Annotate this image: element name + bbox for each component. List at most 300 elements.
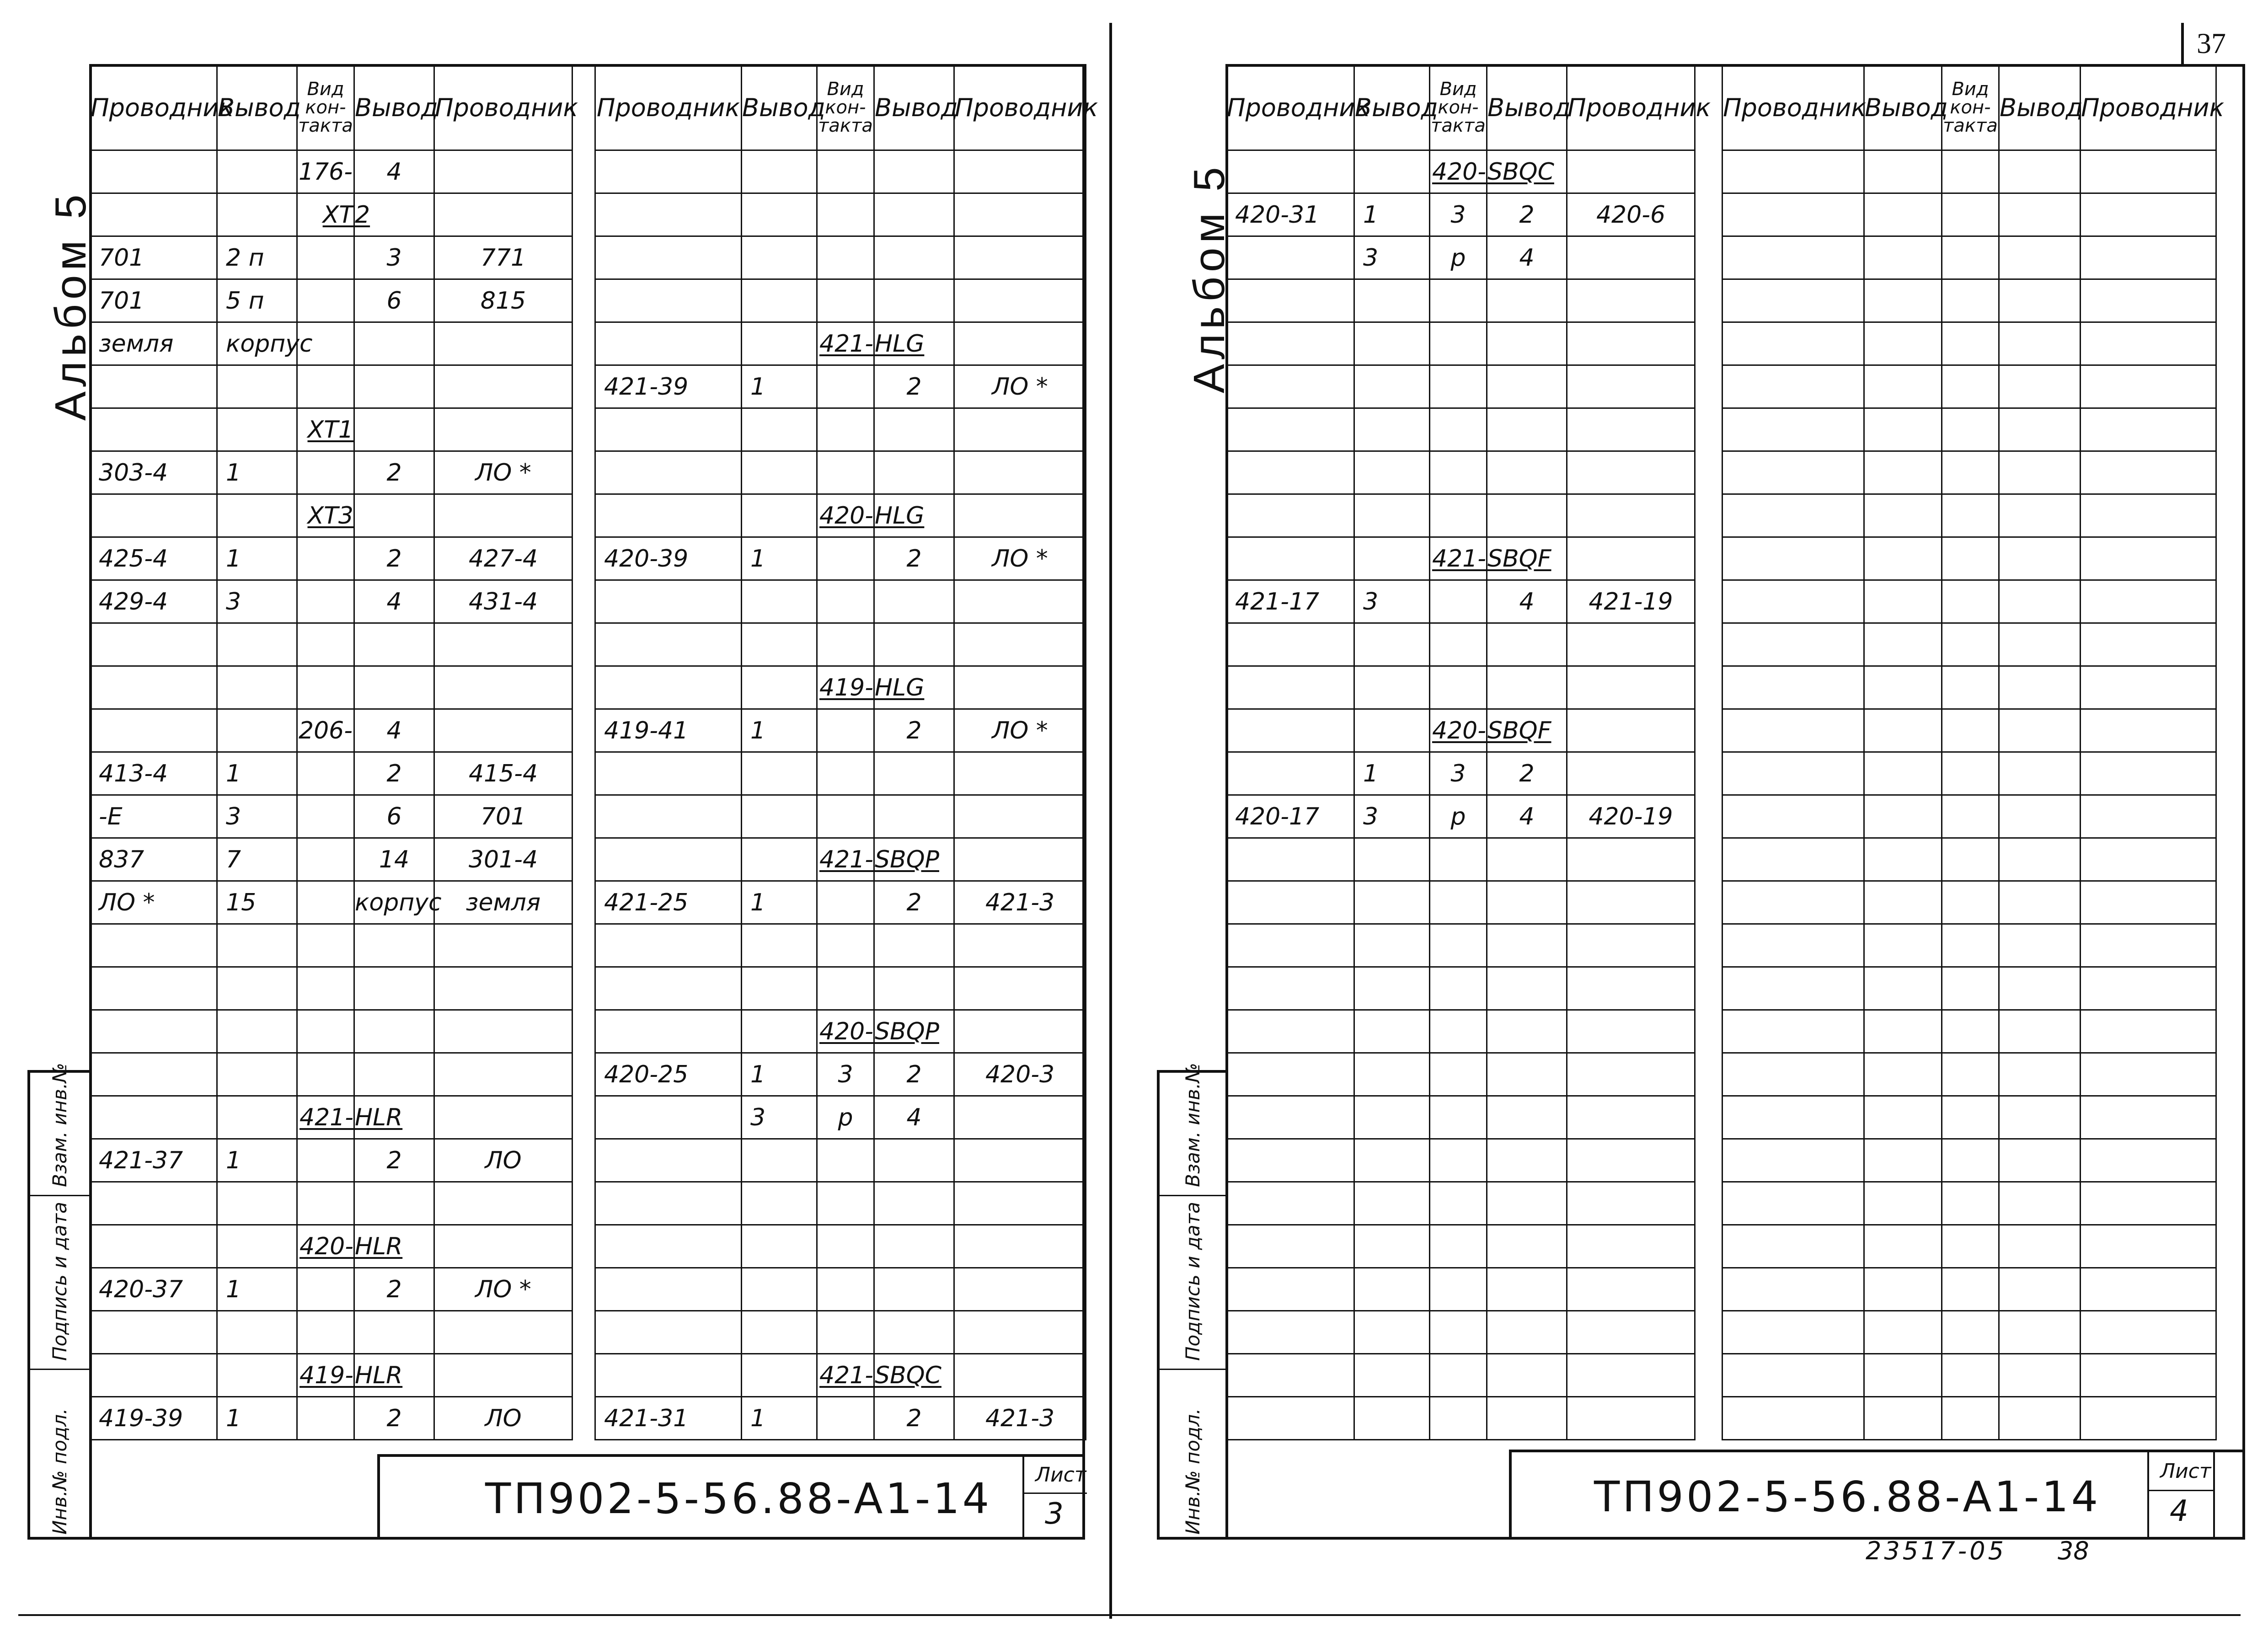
table-cell	[2081, 1354, 2216, 1397]
table-row	[595, 752, 1086, 795]
table-cell	[595, 1311, 742, 1354]
table-cell	[2081, 1053, 2216, 1096]
table-cell: 1	[217, 537, 297, 580]
table-cell	[2081, 1139, 2216, 1182]
table-cell	[1999, 537, 2081, 580]
table-cell	[1487, 1225, 1567, 1268]
wiring-table-left-a	[89, 64, 578, 1440]
table-cell	[817, 967, 874, 1010]
table-cell	[1430, 1354, 1487, 1397]
table-cell	[954, 1354, 1086, 1397]
table-cell	[874, 1225, 954, 1268]
table-cell	[1487, 881, 1567, 924]
center-divider	[1109, 23, 1112, 1619]
table-cell	[1864, 451, 1942, 494]
table-cell	[595, 1139, 742, 1182]
table-row	[1226, 709, 1695, 752]
table-cell	[595, 838, 742, 881]
table-cell	[297, 1053, 354, 1096]
header-terminal: Вывод	[1354, 65, 1430, 150]
table-cell	[1864, 795, 1942, 838]
left-side-stamp	[27, 1063, 92, 1540]
table-cell	[1430, 1268, 1487, 1311]
table-cell	[1354, 1311, 1430, 1354]
table-cell	[1999, 150, 2081, 193]
table-cell	[217, 967, 297, 1010]
page-corner-number-box	[2181, 23, 2245, 67]
table-cell	[217, 150, 297, 193]
table-cell: 301-4	[434, 838, 572, 881]
table-row	[90, 279, 572, 322]
table-cell	[354, 1311, 434, 1354]
table-cell	[1567, 322, 1695, 365]
table-cell	[1942, 494, 1999, 537]
table-cell	[1864, 924, 1942, 967]
table-cell: 771	[434, 236, 572, 279]
table-cell: 420-	[1430, 709, 1487, 752]
table-cell	[1999, 193, 2081, 236]
table-row	[90, 838, 572, 881]
table-cell	[954, 1225, 1086, 1268]
table-cell	[1999, 1268, 2081, 1311]
table-cell	[954, 580, 1086, 623]
table-cell: 2	[874, 881, 954, 924]
table-cell	[1430, 1053, 1487, 1096]
table-cell	[742, 1268, 817, 1311]
table-cell	[1226, 494, 1354, 537]
table-row	[90, 1354, 572, 1397]
table-cell	[1942, 150, 1999, 193]
table-cell	[2081, 1010, 2216, 1053]
table-cell	[90, 924, 217, 967]
table-cell	[742, 1311, 817, 1354]
table-cell	[1722, 537, 1864, 580]
table-row	[595, 580, 1086, 623]
table-cell: 2	[1487, 752, 1567, 795]
table-cell	[1430, 838, 1487, 881]
table-cell	[1430, 666, 1487, 709]
table-cell: 415-4	[434, 752, 572, 795]
table-row	[1722, 1139, 2216, 1182]
table-row	[1722, 193, 2216, 236]
table-cell: 420-	[817, 494, 874, 537]
table-cell	[297, 537, 354, 580]
table-row	[90, 1225, 572, 1268]
table-row	[1226, 924, 1695, 967]
table-cell	[954, 924, 1086, 967]
table-cell: 5 п	[217, 279, 297, 322]
table-cell	[1487, 1354, 1567, 1397]
table-cell	[742, 1010, 817, 1053]
table-cell	[297, 752, 354, 795]
table-cell: 303-4	[90, 451, 217, 494]
table-row	[595, 1053, 1086, 1096]
table-cell	[595, 408, 742, 451]
table-cell	[1864, 881, 1942, 924]
table-row	[1226, 1182, 1695, 1225]
table-cell	[742, 1225, 817, 1268]
table-cell	[297, 1139, 354, 1182]
table-row	[1226, 150, 1695, 193]
table-cell	[434, 1096, 572, 1139]
table-cell: 421-17	[1226, 580, 1354, 623]
table-cell: 701	[90, 236, 217, 279]
table-cell	[1942, 537, 1999, 580]
table-cell	[1430, 494, 1487, 537]
side-label-podpis: Подпись и дата	[1182, 1202, 1204, 1361]
table-cell	[1942, 236, 1999, 279]
table-cell	[817, 924, 874, 967]
table-cell	[954, 1139, 1086, 1182]
table-row	[90, 1311, 572, 1354]
table-cell	[297, 924, 354, 967]
side-label-inv: Инв.№ подл.	[1182, 1408, 1204, 1535]
table-cell	[817, 752, 874, 795]
table-cell: 2	[874, 537, 954, 580]
header-conductor: Проводник	[1722, 65, 1864, 150]
table-row	[90, 537, 572, 580]
table-cell: ЛО *	[434, 1268, 572, 1311]
table-cell	[2081, 795, 2216, 838]
table-row	[1226, 408, 1695, 451]
table-cell	[1567, 967, 1695, 1010]
table-cell	[217, 365, 297, 408]
header-conductor: Проводник	[1567, 65, 1695, 150]
table-cell: 427-4	[434, 537, 572, 580]
table-cell: 4	[354, 580, 434, 623]
table-row	[1226, 322, 1695, 365]
table-cell	[954, 279, 1086, 322]
table-cell	[2081, 279, 2216, 322]
table-cell	[1567, 666, 1695, 709]
table-cell	[1942, 666, 1999, 709]
table-cell	[1354, 1096, 1430, 1139]
table-cell: 419-	[297, 1354, 354, 1397]
table-row	[595, 193, 1086, 236]
table-cell	[1942, 365, 1999, 408]
table-cell	[1864, 1053, 1942, 1096]
table-cell: 2	[354, 1139, 434, 1182]
table-row	[595, 1139, 1086, 1182]
table-cell: 3	[217, 795, 297, 838]
table-cell	[1942, 1182, 1999, 1225]
table-cell	[742, 322, 817, 365]
table-cell: SBQP	[874, 1010, 954, 1053]
table-cell: 2	[1487, 193, 1567, 236]
table-cell	[90, 967, 217, 1010]
table-cell: 1	[742, 1397, 817, 1440]
table-cell	[1722, 494, 1864, 537]
table-cell	[1722, 752, 1864, 795]
table-cell	[1430, 1397, 1487, 1440]
table-cell	[1226, 838, 1354, 881]
table-cell	[817, 451, 874, 494]
table-row	[90, 1139, 572, 1182]
table-cell	[1487, 1139, 1567, 1182]
table-cell	[817, 1397, 874, 1440]
table-cell: 2	[874, 365, 954, 408]
table-cell	[1999, 322, 2081, 365]
table-cell	[434, 1354, 572, 1397]
table-cell	[354, 408, 434, 451]
table-cell: 3	[742, 1096, 817, 1139]
table-cell: 420-3	[954, 1053, 1086, 1096]
table-cell	[1430, 1139, 1487, 1182]
table-cell	[1487, 1268, 1567, 1311]
table-cell	[1226, 537, 1354, 580]
table-cell	[1864, 193, 1942, 236]
table-cell	[2081, 967, 2216, 1010]
wiring-table-left-b	[594, 64, 1098, 1440]
table-cell	[1942, 881, 1999, 924]
table-row	[595, 1311, 1086, 1354]
table-cell	[1999, 1182, 2081, 1225]
table-row	[90, 709, 572, 752]
table-cell	[1354, 408, 1430, 451]
table-cell	[1864, 666, 1942, 709]
table-cell	[90, 193, 217, 236]
table-cell	[817, 1139, 874, 1182]
table-cell: 425-4	[90, 537, 217, 580]
table-cell	[954, 1010, 1086, 1053]
table-cell: -Е	[90, 795, 217, 838]
table-cell	[742, 795, 817, 838]
table-cell	[595, 193, 742, 236]
bottom-line	[18, 1614, 2241, 1616]
table-cell	[817, 236, 874, 279]
table-cell	[1567, 451, 1695, 494]
table-row	[90, 1397, 572, 1440]
table-cell	[1567, 1311, 1695, 1354]
table-row	[1226, 1311, 1695, 1354]
table-cell	[954, 494, 1086, 537]
table-cell	[1567, 1397, 1695, 1440]
table-cell: 3	[217, 580, 297, 623]
table-row	[90, 881, 572, 924]
table-cell	[2081, 623, 2216, 666]
table-row	[1722, 451, 2216, 494]
table-cell	[1487, 924, 1567, 967]
table-cell	[1864, 967, 1942, 1010]
table-cell	[1999, 279, 2081, 322]
table-cell	[1942, 1354, 1999, 1397]
table-cell	[1567, 1268, 1695, 1311]
table-cell	[817, 193, 874, 236]
table-cell	[817, 1268, 874, 1311]
table-cell	[1567, 150, 1695, 193]
table-cell	[1722, 279, 1864, 322]
table-cell	[742, 150, 817, 193]
page-corner-number: 37	[2197, 27, 2226, 59]
table-cell	[354, 1010, 434, 1053]
header-conductor: Проводник	[90, 65, 217, 150]
table-cell	[1430, 1096, 1487, 1139]
table-cell	[1864, 279, 1942, 322]
table-cell: XT3	[297, 494, 354, 537]
table-row	[595, 365, 1086, 408]
table-row	[1722, 1010, 2216, 1053]
table-cell	[1226, 1182, 1354, 1225]
table-cell	[1354, 1397, 1430, 1440]
table-cell	[595, 1182, 742, 1225]
table-cell	[1722, 709, 1864, 752]
table-cell	[1354, 924, 1430, 967]
table-cell	[954, 752, 1086, 795]
table-cell	[2081, 1311, 2216, 1354]
table-row	[90, 580, 572, 623]
table-row	[1722, 967, 2216, 1010]
table-cell	[1999, 1096, 2081, 1139]
table-cell	[1722, 580, 1864, 623]
table-cell	[1354, 1053, 1430, 1096]
table-cell	[1999, 1397, 2081, 1440]
table-cell	[1487, 1010, 1567, 1053]
table-cell	[297, 623, 354, 666]
table-cell: HLR	[354, 1354, 434, 1397]
table-row	[1722, 881, 2216, 924]
header-terminal: Вывод	[1487, 65, 1567, 150]
table-cell	[90, 1354, 217, 1397]
table-cell: 2	[874, 709, 954, 752]
table-cell	[217, 1053, 297, 1096]
table-cell	[1567, 1225, 1695, 1268]
table-row	[90, 236, 572, 279]
table-cell	[434, 150, 572, 193]
table-row	[1722, 623, 2216, 666]
table-cell	[2081, 580, 2216, 623]
table-cell	[1354, 365, 1430, 408]
sheet-label-left: Лист	[1035, 1463, 1086, 1487]
table-cell: 421-25	[595, 881, 742, 924]
table-cell: 421-19	[1567, 580, 1695, 623]
table-cell	[1864, 752, 1942, 795]
header-contact-type: Вид кон- такта	[297, 65, 354, 150]
table-cell	[817, 709, 874, 752]
table-cell	[2081, 1268, 2216, 1311]
table-cell: SBQP	[874, 838, 954, 881]
table-row	[1226, 451, 1695, 494]
table-row	[90, 924, 572, 967]
table-cell	[1864, 494, 1942, 537]
table-cell	[297, 1182, 354, 1225]
table-cell	[1226, 709, 1354, 752]
table-cell: 421-	[1430, 537, 1487, 580]
table-cell	[954, 451, 1086, 494]
table-row	[90, 1010, 572, 1053]
table-cell	[1999, 752, 2081, 795]
table-cell	[1722, 1182, 1864, 1225]
table-cell	[954, 193, 1086, 236]
table-cell	[1430, 967, 1487, 1010]
table-cell	[1864, 365, 1942, 408]
table-cell	[297, 1311, 354, 1354]
table-cell	[354, 666, 434, 709]
table-cell	[1226, 408, 1354, 451]
table-cell	[1354, 279, 1430, 322]
table-cell: 1	[217, 752, 297, 795]
side-label-vzam: Взам. инв.№	[1182, 1063, 1204, 1187]
table-row	[90, 408, 572, 451]
table-cell	[1354, 1268, 1430, 1311]
table-cell: 420-17	[1226, 795, 1354, 838]
table-cell: 4	[1487, 236, 1567, 279]
table-row	[1722, 1053, 2216, 1096]
table-cell	[354, 967, 434, 1010]
table-cell	[1942, 1053, 1999, 1096]
table-cell	[595, 752, 742, 795]
table-row	[1722, 666, 2216, 709]
table-cell	[90, 666, 217, 709]
table-cell	[1487, 1397, 1567, 1440]
table-row	[90, 967, 572, 1010]
table-cell	[354, 494, 434, 537]
title-block-right	[1509, 1450, 2245, 1540]
table-cell	[1722, 408, 1864, 451]
table-cell	[1226, 365, 1354, 408]
table-cell	[595, 580, 742, 623]
table-cell: 6	[354, 279, 434, 322]
table-cell	[297, 881, 354, 924]
table-cell	[217, 924, 297, 967]
table-cell	[595, 1354, 742, 1397]
header-contact-type: Вид кон- такта	[1942, 65, 1999, 150]
table-cell	[1942, 709, 1999, 752]
table-cell: 3	[1430, 193, 1487, 236]
table-cell	[1567, 924, 1695, 967]
table-row	[595, 322, 1086, 365]
table-row	[1722, 924, 2216, 967]
table-cell	[742, 279, 817, 322]
table-cell	[1864, 838, 1942, 881]
table-cell	[1722, 451, 1864, 494]
table-cell	[874, 580, 954, 623]
table-cell: р	[817, 1096, 874, 1139]
table-cell	[1567, 279, 1695, 322]
table-cell	[817, 795, 874, 838]
side-label-podpis: Подпись и дата	[48, 1202, 71, 1361]
table-cell	[1226, 1053, 1354, 1096]
table-cell	[1864, 623, 1942, 666]
table-cell	[90, 408, 217, 451]
table-cell	[1487, 1182, 1567, 1225]
table-cell	[1722, 924, 1864, 967]
table-row	[595, 451, 1086, 494]
table-cell	[1722, 1225, 1864, 1268]
table-cell: 2	[354, 1397, 434, 1440]
table-row	[1226, 838, 1695, 881]
table-cell: ЛО *	[90, 881, 217, 924]
table-cell	[1226, 924, 1354, 967]
table-cell	[1487, 623, 1567, 666]
table-cell	[354, 623, 434, 666]
table-cell	[1864, 1182, 1942, 1225]
table-row	[595, 924, 1086, 967]
table-cell	[874, 1268, 954, 1311]
table-cell	[2081, 494, 2216, 537]
table-cell	[354, 322, 434, 365]
table-row	[1226, 1053, 1695, 1096]
table-cell: ЛО *	[954, 365, 1086, 408]
table-cell	[1942, 408, 1999, 451]
table-cell	[90, 1053, 217, 1096]
table-row	[90, 193, 572, 236]
table-cell	[217, 1096, 297, 1139]
table-cell	[817, 537, 874, 580]
table-cell	[1430, 279, 1487, 322]
table-cell	[595, 967, 742, 1010]
table-row	[595, 967, 1086, 1010]
table-cell	[297, 279, 354, 322]
